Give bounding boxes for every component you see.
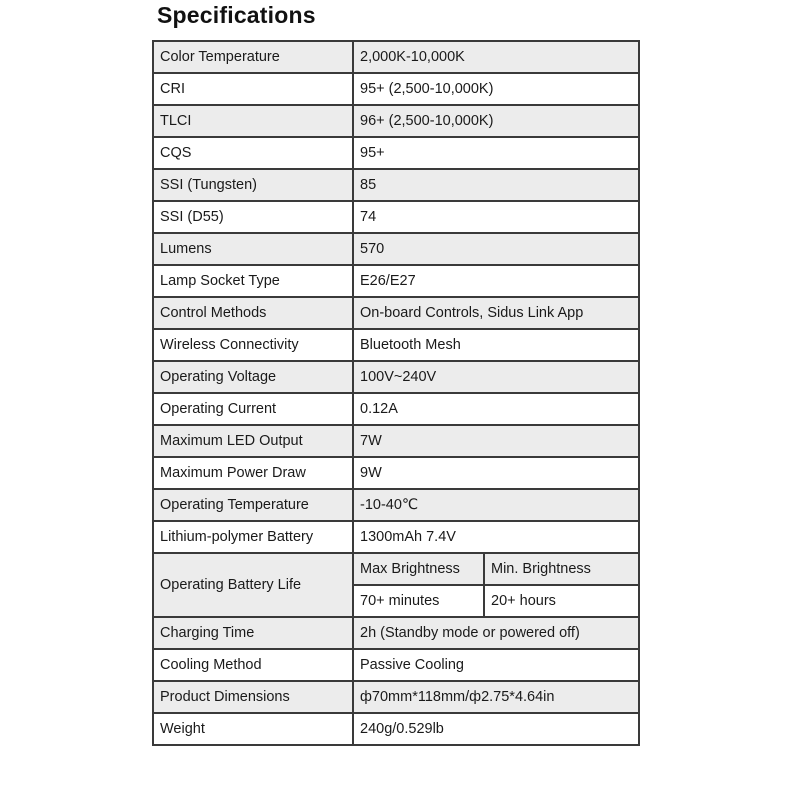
spec-label: Operating Temperature bbox=[153, 489, 353, 521]
table-row bbox=[153, 681, 639, 713]
table-row bbox=[153, 169, 639, 201]
table-row bbox=[153, 361, 639, 393]
table-row bbox=[153, 73, 639, 105]
table-row bbox=[153, 713, 639, 745]
spec-value: 570 bbox=[353, 233, 639, 265]
spec-label: SSI (Tungsten) bbox=[153, 169, 353, 201]
spec-label: TLCI bbox=[153, 105, 353, 137]
table-row bbox=[153, 105, 639, 137]
battery-life-row bbox=[153, 553, 639, 585]
spec-label: Control Methods bbox=[153, 297, 353, 329]
spec-value: 9W bbox=[353, 457, 639, 489]
spec-value: 96+ (2,500-10,000K) bbox=[353, 105, 639, 137]
battery-head-min: Min. Brightness bbox=[484, 553, 639, 585]
table-row bbox=[153, 329, 639, 361]
spec-value: Bluetooth Mesh bbox=[353, 329, 639, 361]
battery-head-max: Max Brightness bbox=[353, 553, 484, 585]
battery-val-max: 70+ minutes bbox=[353, 585, 484, 617]
spec-value: 74 bbox=[353, 201, 639, 233]
spec-value: 95+ (2,500-10,000K) bbox=[353, 73, 639, 105]
spec-value: 85 bbox=[353, 169, 639, 201]
spec-value: 100V~240V bbox=[353, 361, 639, 393]
spec-label: Maximum LED Output bbox=[153, 425, 353, 457]
specifications-table bbox=[152, 40, 640, 746]
spec-label: Maximum Power Draw bbox=[153, 457, 353, 489]
page-title: Specifications bbox=[157, 2, 316, 28]
table-row bbox=[153, 617, 639, 649]
table-row bbox=[153, 137, 639, 169]
spec-label: Cooling Method bbox=[153, 649, 353, 681]
table-row bbox=[153, 233, 639, 265]
spec-label: CRI bbox=[153, 73, 353, 105]
table-row bbox=[153, 297, 639, 329]
spec-label: Weight bbox=[153, 713, 353, 745]
battery-life-label: Operating Battery Life bbox=[153, 553, 353, 617]
spec-value: 2h (Standby mode or powered off) bbox=[353, 617, 639, 649]
spec-label: Wireless Connectivity bbox=[153, 329, 353, 361]
spec-label: Operating Voltage bbox=[153, 361, 353, 393]
spec-label: Lamp Socket Type bbox=[153, 265, 353, 297]
spec-value: 2,000K-10,000K bbox=[353, 41, 639, 73]
spec-label: Color Temperature bbox=[153, 41, 353, 73]
table-row bbox=[153, 265, 639, 297]
spec-value: 240g/0.529lb bbox=[353, 713, 639, 745]
table-row bbox=[153, 457, 639, 489]
spec-label: Lumens bbox=[153, 233, 353, 265]
spec-value: ф70mm*118mm/ф2.75*4.64in bbox=[353, 681, 639, 713]
table-row bbox=[153, 521, 639, 553]
spec-label: CQS bbox=[153, 137, 353, 169]
table-row bbox=[153, 649, 639, 681]
spec-label: SSI (D55) bbox=[153, 201, 353, 233]
spec-value: Passive Cooling bbox=[353, 649, 639, 681]
table-row bbox=[153, 41, 639, 73]
spec-label: Charging Time bbox=[153, 617, 353, 649]
table-row bbox=[153, 393, 639, 425]
spec-value: E26/E27 bbox=[353, 265, 639, 297]
table-row bbox=[153, 489, 639, 521]
spec-value: 7W bbox=[353, 425, 639, 457]
spec-label: Product Dimensions bbox=[153, 681, 353, 713]
spec-value: 0.12A bbox=[353, 393, 639, 425]
spec-value: 95+ bbox=[353, 137, 639, 169]
table-row bbox=[153, 201, 639, 233]
spec-value: 1300mAh 7.4V bbox=[353, 521, 639, 553]
battery-val-min: 20+ hours bbox=[484, 585, 639, 617]
spec-label: Lithium-polymer Battery bbox=[153, 521, 353, 553]
table-row bbox=[153, 425, 639, 457]
spec-label: Operating Current bbox=[153, 393, 353, 425]
spec-value: -10-40℃ bbox=[353, 489, 639, 521]
spec-value: On-board Controls, Sidus Link App bbox=[353, 297, 639, 329]
